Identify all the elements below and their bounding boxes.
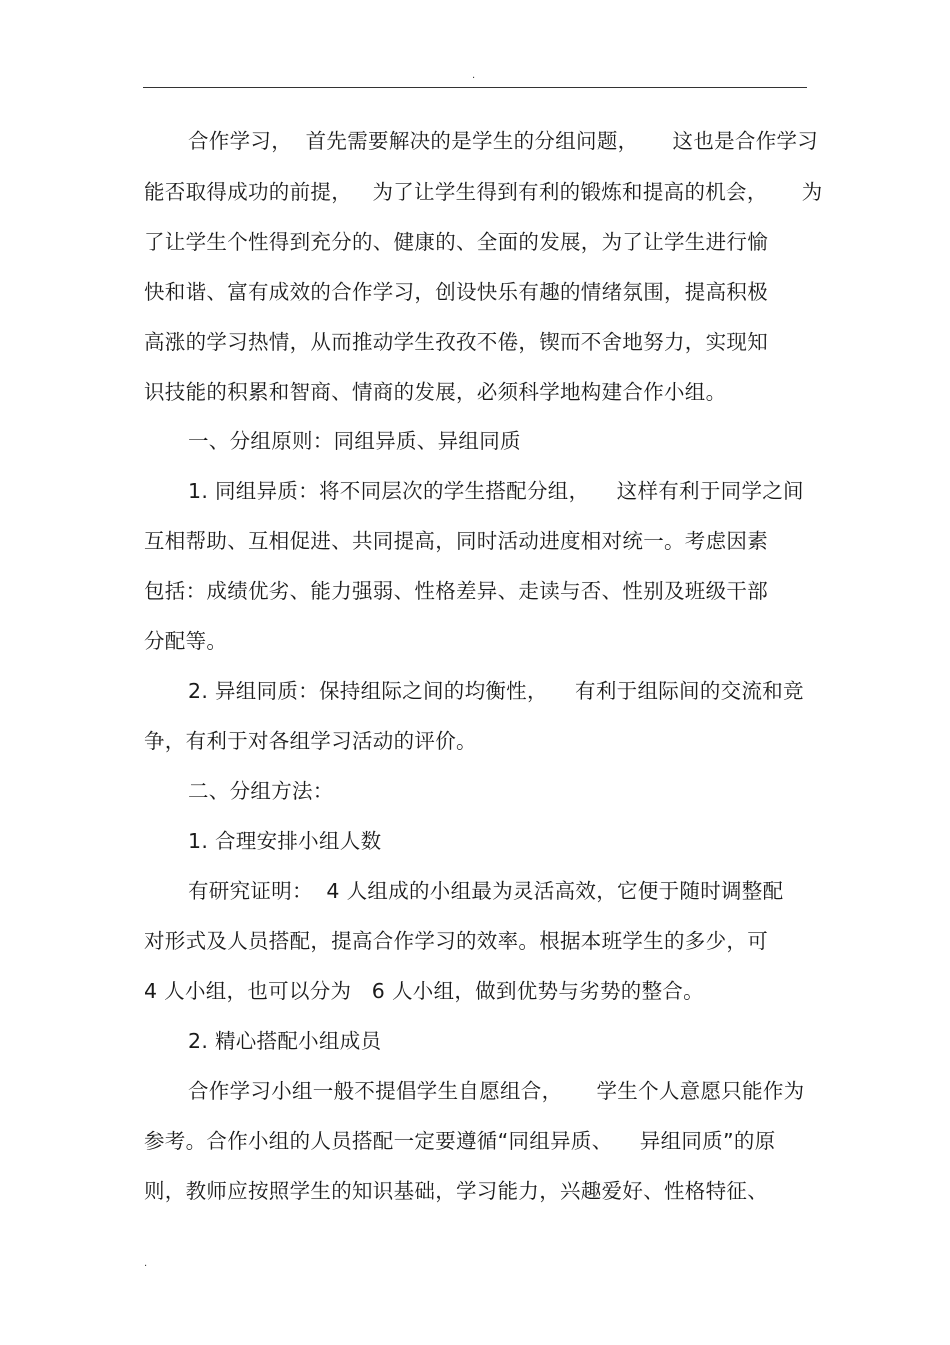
- paragraph-line: 能否取得成功的前提， 为了让学生得到有利的锻炼和提高的机会， 为: [144, 180, 823, 204]
- paragraph-line: 对形式及人员搭配，提高合作学习的效率。根据本班学生的多少，可: [144, 929, 768, 953]
- section-heading: 一、分组原则：同组异质、异组同质: [188, 429, 521, 453]
- paragraph-line: 则，教师应按照学生的知识基础，学习能力，兴趣爱好、性格特征、: [144, 1179, 768, 1203]
- paragraph-line: 参考。合作小组的人员搭配一定要遵循“同组异质、 异组同质”的原: [144, 1129, 776, 1153]
- paragraph-line: 互相帮助、互相促进、共同提高，同时活动进度相对统一。考虑因素: [144, 529, 768, 553]
- subsection-heading: 1. 合理安排小组人数: [188, 829, 382, 853]
- subsection-heading: 2. 精心搭配小组成员: [188, 1029, 382, 1053]
- paragraph-line: 合作学习， 首先需要解决的是学生的分组问题， 这也是合作学习: [188, 129, 819, 153]
- paragraph-line: 2. 异组同质：保持组际之间的均衡性， 有利于组际间的交流和竞: [188, 679, 804, 703]
- paragraph-line: 快和谐、富有成效的合作学习，创设快乐有趣的情绪氛围，提高积极: [144, 280, 768, 304]
- footer-mark: .: [144, 1258, 148, 1269]
- paragraph-line: 高涨的学习热情，从而推动学生孜孜不倦，锲而不舍地努力，实现知: [144, 330, 768, 354]
- header-mark: .: [472, 70, 476, 81]
- paragraph-line: 有研究证明： 4 人组成的小组最为灵活高效，它便于随时调整配: [188, 879, 784, 903]
- header-rule: [143, 87, 807, 88]
- paragraph-line: 了让学生个性得到充分的、健康的、全面的发展，为了让学生进行愉: [144, 230, 768, 254]
- paragraph-line: 分配等。: [144, 629, 228, 653]
- paragraph-line: 识技能的积累和智商、情商的发展，必须科学地构建合作小组。: [144, 380, 727, 404]
- paragraph-line: 合作学习小组一般不提倡学生自愿组合， 学生个人意愿只能作为: [188, 1079, 805, 1103]
- paragraph-line: 包括：成绩优劣、能力强弱、性格差异、走读与否、性别及班级干部: [144, 579, 768, 603]
- paragraph-line: 1. 同组异质：将不同层次的学生搭配分组， 这样有利于同学之间: [188, 479, 804, 503]
- paragraph-line: 争，有利于对各组学习活动的评价。: [144, 729, 477, 753]
- paragraph-line: 4 人小组，也可以分为 6 人小组，做到优势与劣势的整合。: [144, 979, 704, 1003]
- section-heading: 二、分组方法：: [188, 779, 334, 803]
